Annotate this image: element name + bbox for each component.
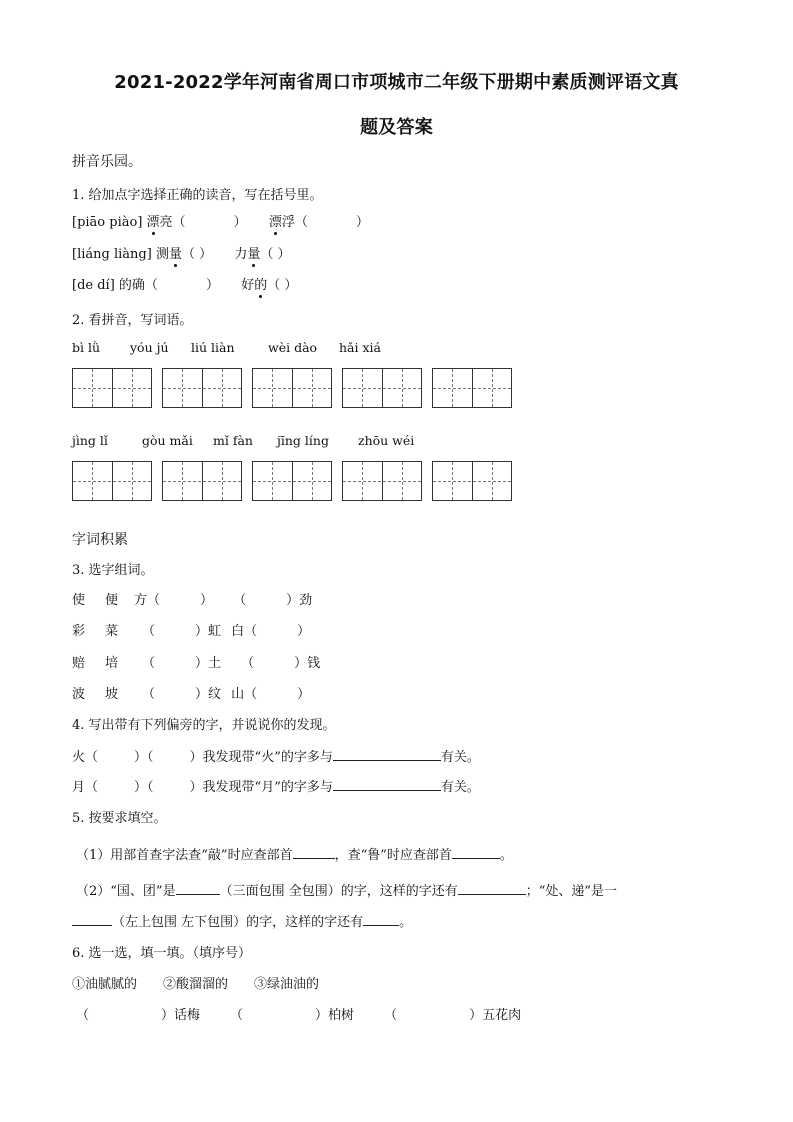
writing-grid[interactable] [252, 461, 332, 501]
section-words: 字词积累 [72, 532, 128, 548]
option-3: ③绿油油的 [254, 977, 320, 992]
q6-item: ）话梅 [161, 1008, 201, 1023]
word-text: （ [85, 780, 99, 795]
q5-text: （2）“国、团”是 [76, 884, 176, 899]
choice-char: 彩 [72, 624, 86, 639]
word-text: ）纹 [195, 687, 222, 702]
q6-item: ）五花肉 [469, 1008, 522, 1023]
q3-stem: 3. 选字组词。 [72, 563, 154, 578]
choice-char: 使 [72, 593, 86, 608]
bracket-close: ） [233, 215, 247, 230]
word-text: （ [142, 624, 156, 639]
writing-grid[interactable] [72, 461, 152, 501]
word-text: 方（ [134, 593, 161, 608]
q1-row-2 [72, 243, 291, 262]
answer-blank[interactable] [333, 748, 441, 761]
option-1: ①油腻腻的 [72, 977, 138, 992]
q5-stem: 5. 按要求填空。 [72, 811, 167, 826]
doc-title-line2: 题及答案 [360, 117, 433, 138]
writing-grid[interactable] [162, 461, 242, 501]
choice-char: 波 [72, 687, 86, 702]
word-text: ） [297, 624, 311, 639]
q5-part1 [76, 844, 513, 863]
dotted-char: 量 [169, 243, 182, 262]
word-text: 白（ [231, 624, 258, 639]
writing-grid[interactable] [162, 368, 242, 408]
bracket-close: ） [355, 215, 369, 230]
pinyin-label: zhōu wéi [358, 433, 415, 448]
q6-item: ）柏树 [315, 1008, 355, 1023]
q6-options [72, 973, 319, 992]
word-text: 力 [234, 247, 248, 262]
pinyin-label: hǎi xiá [339, 340, 381, 355]
q5-text: 。 [499, 848, 513, 863]
word-text: 好 [241, 278, 255, 293]
writing-grid[interactable] [342, 368, 422, 408]
q5-part2 [76, 880, 617, 899]
word-text: ）（ [134, 780, 154, 795]
pinyin-label: gòu mǎi [142, 433, 193, 448]
answer-bracket: （ [230, 1008, 244, 1023]
word-text: ） [200, 593, 214, 608]
pinyin-label: yóu jú [130, 340, 169, 355]
answer-blank[interactable] [176, 882, 220, 895]
word-text: （ [142, 687, 156, 702]
pinyin-options: [liáng liàng] [72, 247, 152, 262]
q5-part2-cont [72, 911, 412, 930]
pinyin-label: bì lǜ [72, 340, 101, 355]
answer-bracket: （ [384, 1008, 398, 1023]
word-text: （ [241, 656, 255, 671]
word-text: （ [233, 593, 247, 608]
radical-char: 火 [72, 750, 86, 765]
word-text: ）劲 [286, 593, 313, 608]
q3-row [72, 589, 312, 608]
q4-row [72, 776, 480, 795]
choice-char: 赔 [72, 656, 86, 671]
answer-blank[interactable] [363, 913, 399, 926]
word-text: （ [85, 750, 99, 765]
word-text: ）土 [195, 656, 222, 671]
answer-blank[interactable] [333, 778, 441, 791]
writing-grid[interactable] [252, 368, 332, 408]
pinyin-label: wèi dào [268, 340, 318, 355]
pinyin-options: [piāo piào] [72, 215, 143, 230]
word-text: （ [142, 656, 156, 671]
q5-text: ；“处、递”是一 [525, 884, 618, 899]
q5-text: （三面包围 全包围）的字，这样的字还有 [219, 884, 458, 899]
word-text: ）虹 [195, 624, 222, 639]
pinyin-label: mǐ fàn [213, 433, 253, 448]
q5-text: 。 [399, 915, 413, 930]
q4-row [72, 746, 480, 765]
answer-blank[interactable] [72, 913, 112, 926]
writing-grid[interactable] [432, 461, 512, 501]
pinyin-label: liú liàn [191, 340, 235, 355]
choice-char: 便 [105, 593, 119, 608]
q6-stem: 6. 选一选，填一填。（填序号） [72, 946, 252, 961]
word-text: ） [297, 687, 311, 702]
word-text: 亮（ [159, 215, 186, 230]
q1-row-1 [72, 211, 369, 230]
q6-blanks [76, 1004, 521, 1023]
dotted-char: 漂 [269, 211, 282, 230]
q2-stem: 2. 看拼音，写词语。 [72, 313, 193, 328]
answer-blank[interactable] [452, 846, 500, 859]
q5-text: ，查“鲁”时应查部首 [334, 848, 452, 863]
bracket-close: ） [205, 278, 219, 293]
answer-bracket: （ ） [267, 278, 298, 293]
writing-grid[interactable] [342, 461, 422, 501]
writing-grid[interactable] [72, 368, 152, 408]
q3-row [72, 620, 310, 639]
option-2: ②酸溜溜的 [163, 977, 229, 992]
q5-text: （左上包围 左下包围）的字，这样的字还有 [112, 915, 364, 930]
answer-bracket: （ ） [260, 247, 291, 262]
choice-char: 菜 [105, 624, 119, 639]
word-text: 有关。 [440, 750, 480, 765]
writing-grid[interactable] [432, 368, 512, 408]
q1-stem: 1. 给加点字选择正确的读音，写在括号里。 [72, 188, 323, 203]
doc-title-line1: 2021-2022学年河南省周口市项城市二年级下册期中素质测评语文真 [114, 72, 679, 93]
word-text: 浮（ [281, 215, 308, 230]
answer-blank[interactable] [458, 882, 526, 895]
answer-bracket: （ ） [181, 247, 213, 262]
choice-char: 培 [105, 656, 119, 671]
q4-stem: 4. 写出带有下列偏旁的字，并说说你的发现。 [72, 718, 336, 733]
word-text: 测 [155, 247, 169, 262]
answer-bracket: （ [76, 1008, 90, 1023]
pinyin-options: [de dí] [72, 278, 115, 293]
radical-char: 月 [72, 780, 86, 795]
discovery-text: ）我发现带“火”的字多与 [189, 750, 333, 765]
dotted-char: 量 [247, 243, 260, 262]
section-pinyin: 拼音乐园。 [72, 154, 142, 170]
pinyin-label: jìng lǐ [72, 433, 108, 448]
word-text: ）（ [134, 750, 154, 765]
discovery-text: ）我发现带“月”的字多与 [189, 780, 333, 795]
q3-row [72, 683, 310, 702]
q3-row [72, 652, 320, 671]
word-text: 山（ [231, 687, 258, 702]
pinyin-label: jīng líng [277, 433, 329, 448]
answer-blank[interactable] [293, 846, 335, 859]
word-text: 有关。 [440, 780, 480, 795]
q1-row-3 [72, 274, 297, 293]
dotted-char: 的 [254, 274, 267, 293]
dotted-char: 漂 [147, 211, 160, 230]
word-text: 的确（ [118, 278, 158, 293]
choice-char: 坡 [105, 687, 119, 702]
word-text: ）钱 [294, 656, 321, 671]
q5-text: （1）用部首查字法查“敲”时应查部首 [76, 848, 293, 863]
